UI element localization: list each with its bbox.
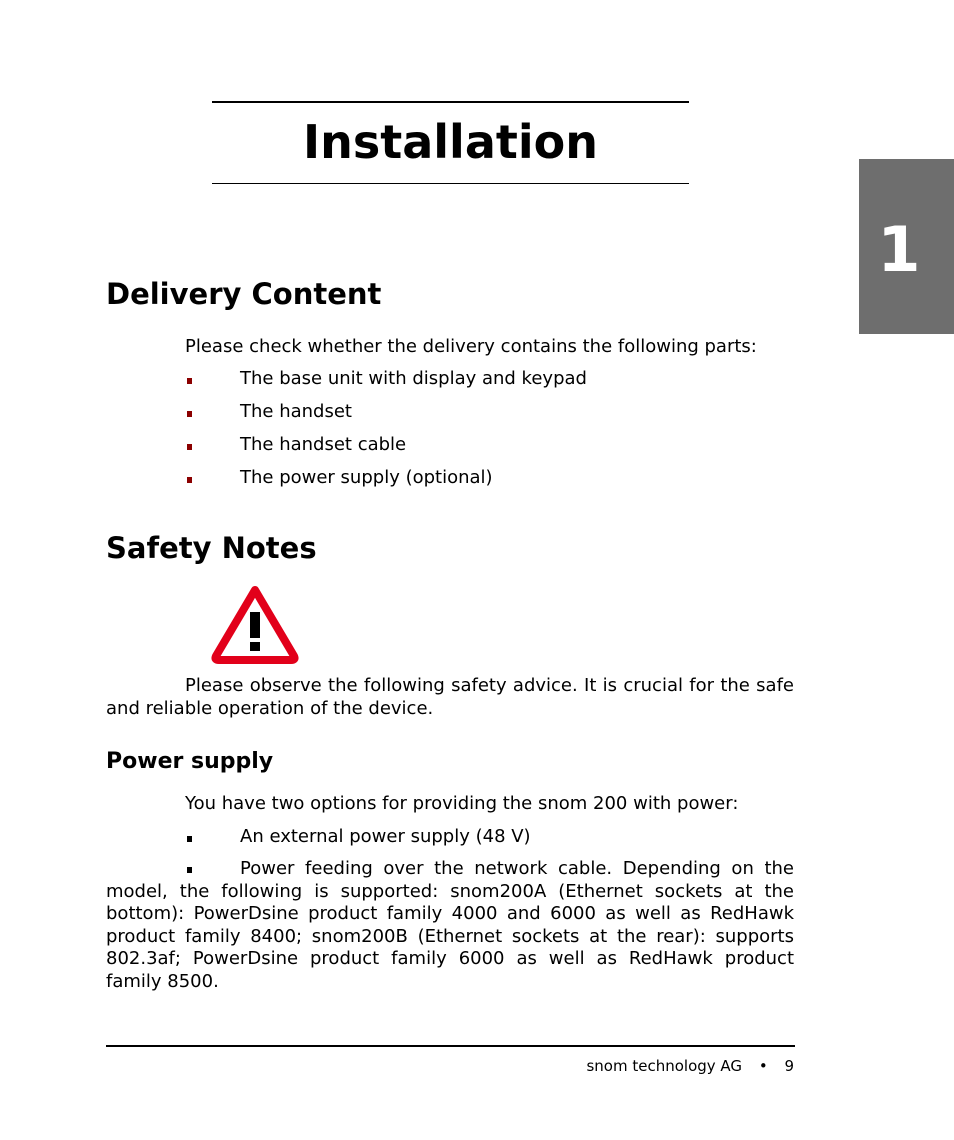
bullet-icon	[187, 444, 192, 450]
list-item-label: An external power supply (48 V)	[240, 826, 531, 847]
list-item-label: The handset	[240, 401, 352, 422]
list-item-label: The handset cable	[240, 434, 407, 455]
footer-separator: •	[758, 1057, 768, 1075]
safety-heading: Safety Notes	[106, 531, 317, 565]
delivery-intro: Please check whether the delivery contains the following parts:	[185, 336, 757, 357]
bullet-icon	[187, 477, 192, 483]
power-intro: You have two options for providing the snom 200 with power:	[185, 793, 739, 814]
list-item-label: The power supply (optional)	[240, 467, 493, 488]
bullet-icon	[187, 411, 192, 417]
power-heading: Power supply	[106, 749, 274, 774]
list-item-label: The base unit with display and keypad	[240, 368, 587, 389]
title-rule-bottom	[212, 183, 689, 184]
title-rule-top	[212, 101, 689, 103]
footer-rule	[106, 1045, 795, 1047]
bullet-icon	[187, 378, 192, 384]
page-footer	[500, 1056, 794, 1076]
delivery-heading: Delivery Content	[106, 277, 382, 311]
chapter-title: Installation	[303, 115, 598, 169]
bullet-icon	[187, 836, 192, 842]
warning-icon	[210, 584, 300, 664]
footer-company: snom technology AG	[586, 1057, 743, 1075]
power-item-network: Power feeding over the network cable. Depending on the model, the following is supported: snom200A (Ethernet sockets at the bottom): PowerDsine product family 4000 and 6000 as well as RedHawk product family 8400; snom200B (Ethernet sockets at the rear): supports 802.3af; PowerDsine product family 6000 as well as RedHawk product family 8500.	[106, 858, 794, 992]
chapter-number: 1	[877, 213, 921, 286]
safety-text: Please observe the following safety advice. It is crucial for the safe and reliable operation of the device.	[106, 675, 794, 719]
page-number: 9	[784, 1057, 794, 1075]
